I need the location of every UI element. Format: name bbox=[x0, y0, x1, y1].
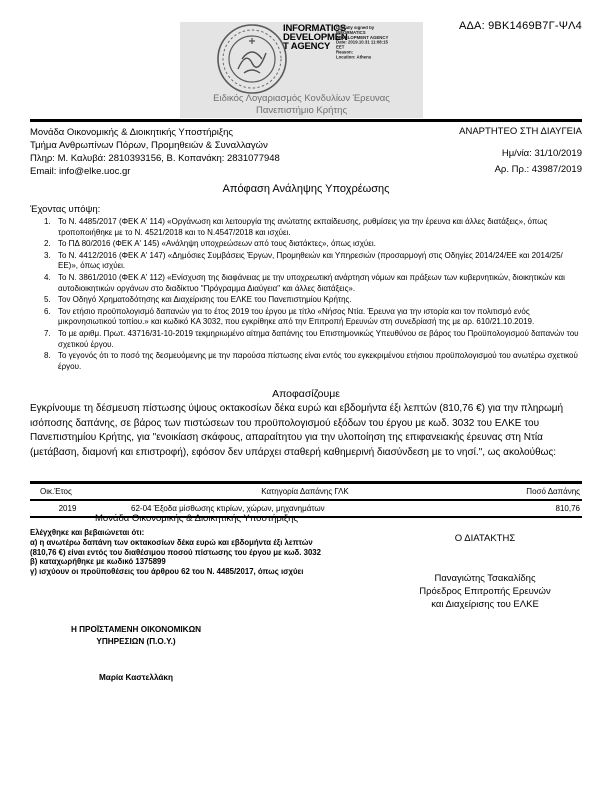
consideration-item bbox=[44, 351, 582, 372]
cell-fiscal-year: 2019 bbox=[58, 504, 77, 513]
consideration-number: 8. bbox=[44, 351, 51, 361]
decision-paragraph: Εγκρίνουμε τη δέσμευση πίστωσης ύψους οκτακοσίων δέκα ευρώ και εβδομήντα έξι λεπτών (810,76 €) για την πληρωμή ισόποσης δαπάνης, σε βάρος των πιστώσεων του προϋπολογισμού εξόδων του έργου με κωδ. 3032 του ΕΛΚΕ του Πανεπιστημίου Κρήτης, για "ενοικίαση σκάφους, απαραίτητου για την υλοποίηση της επιφανειακής έρευνας στη Ντία (μετάβαση, διαμονή και επιστροφή), εφόσον δεν υπάρχει σταθερή καθημερινή διασύνδεση με το νησί.", ως ακολούθως: bbox=[30, 403, 564, 458]
cfo-title-line2: ΥΠΗΡΕΣΙΩΝ (Π.Ο.Υ.) bbox=[96, 636, 176, 646]
digital-signature-stamp bbox=[180, 22, 423, 118]
cell-expense-category: 62-04 Έξοδα μίσθωσης κτιρίων, χώρων, μηχανημάτων bbox=[131, 504, 325, 513]
document-title: Απόφαση Ανάληψης Υποχρέωσης bbox=[222, 183, 390, 195]
consideration-number: 7. bbox=[44, 328, 51, 338]
consideration-item bbox=[44, 307, 582, 328]
consideration-number: 2. bbox=[44, 239, 51, 249]
department-line: Τμήμα Ανθρωπίνων Πόρων, Προμηθειών & Συναλλαγών bbox=[30, 140, 268, 151]
consideration-number: 3. bbox=[44, 250, 51, 260]
signing-agency-text: INFORMATICS DEVELOPMEN T AGENCY bbox=[283, 23, 348, 52]
header-expense-category: Κατηγορία Δαπάνης ΓΛΚ bbox=[261, 487, 349, 496]
consideration-text: Το γεγονός ότι το ποσό της δεσμευόμενης με την παρούσα πίστωσης είναι εντός του εγκεκριμένου ετήσιου προϋπολογισμού του ανωτέρω σχετικού έργου. bbox=[58, 351, 578, 371]
consideration-item bbox=[44, 295, 582, 306]
unit-name-line: Μονάδα Οικονομικής & Διοικητικής Υποστήριξης bbox=[30, 127, 233, 138]
officer-title: Ο ΔΙΑΤΑΚΤΗΣ bbox=[454, 533, 516, 544]
email-line: Email: info@elke.uoc.gr bbox=[30, 166, 131, 177]
consideration-text: Τον Οδηγό Χρηματοδότησης και Διαχείρισης του ΕΛΚΕ του Πανεπιστημίου Κρήτης. bbox=[58, 295, 352, 305]
verification-item-c: γ) ισχύουν οι προϋποθέσεις του άρθρου 62 του Ν. 4485/2017, όπως ισχύει bbox=[30, 567, 304, 577]
consideration-number: 4. bbox=[44, 272, 51, 282]
consideration-number: 1. bbox=[44, 217, 51, 226]
posted-diavgeia-label: ΑΝΑΡΤΗΤΕΟ ΣΤΗ ΔΙΑΥΓΕΙΑ bbox=[459, 126, 582, 137]
ada-code: ΑΔΑ: 9ΒΚ1469Β7Γ-ΨΛ4 bbox=[458, 20, 582, 32]
signature-details-text: Digitally signed by INFORMATICS DEVELOPMENT AGENCY Date: 2019.10.31 11:08:15 EET Reason: Location: Athens bbox=[336, 26, 389, 60]
consideration-text: Το με αριθμ. Πρωτ. 43716/31-10-2019 τεκμηριωμένο αίτημα δαπάνης του Επιστημονικώς Υπευθύνου σε βάρος του Προϋπολογισμού δαπανών του σχετικού έργου. bbox=[58, 328, 579, 349]
consideration-number: 5. bbox=[44, 295, 51, 305]
decision-heading: Αποφασίζουμε bbox=[272, 388, 340, 400]
consideration-number: 6. bbox=[44, 306, 51, 316]
consideration-text: Τον ετήσιο προϋπολογισμό δαπανών για το έτος 2019 του έργου με τίτλο «Νήσος Ντία. Έρευνα για την ιστορία και τον πολιτισμό ενός μικρονησιωτικού τοπίου.» και κωδικό ΚΑ 3032, που εγκρίθηκε από την Επιτροπή Ερευνών στη συνεδρίασή της με αρ. 610/21.10.2019. bbox=[58, 306, 535, 327]
verification-block bbox=[30, 528, 324, 577]
organization-name bbox=[180, 93, 423, 117]
consideration-item bbox=[44, 217, 582, 238]
consideration-text: Το Ν. 4485/2017 (ΦΕΚ Α' 114) «Οργάνωση και λειτουργία της ανώτατης εκπαίδευσης, ρυθμίσεις για την έρευνα και άλλες διατάξεις», όπως τροποποιήθηκε με το Ν. 4521/2018 και το Ν.4547/2018 και ισχύει. bbox=[58, 217, 548, 237]
org-name-line1: Ειδικός Λογαριασμός Κονδυλίων Έρευνας bbox=[213, 93, 390, 104]
university-seal-icon bbox=[216, 23, 288, 95]
consideration-text: Το ΠΔ 80/2016 (ΦΕΚ Α' 145) «Ανάληψη υποχρεώσεων από τους διατάκτες», όπως ισχύει. bbox=[58, 239, 376, 249]
support-unit-label: Μονάδα Οικονομικής & Διοικητικής Υποστήριξης bbox=[95, 513, 298, 524]
header-expense-amount: Ποσό Δαπάνης bbox=[526, 487, 580, 496]
contact-block bbox=[30, 126, 280, 178]
officer-name: Παναγιώτης Τσακαλίδης bbox=[434, 573, 536, 584]
consideration-item bbox=[44, 239, 582, 250]
consideration-text: Το Ν. 4412/2016 (ΦΕΚ Α' 147) «Δημόσιες Συμβάσεις Έργων, Προμηθειών και Υπηρεσιών (προσαρμογή στις Οδηγίες 2014/24/ΕΕ και 2014/25/ΕΕ)», όπως ισχύει. bbox=[58, 250, 563, 271]
consideration-item bbox=[44, 273, 582, 294]
officer-role-line2: και Διαχείρισης του ΕΛΚΕ bbox=[431, 599, 539, 610]
considerations-list bbox=[44, 217, 582, 373]
contact-persons-line: Πληρ: Μ. Καλυβά: 2810393156, Β. Κοπανάκη: 2831077948 bbox=[30, 153, 280, 164]
consideration-text: Το Ν. 3861/2010 (ΦΕΚ Α' 112) «Ενίσχυση της διαφάνειας με την υποχρεωτική ανάρτηση νόμων και πράξεων των κυβερνητικών, διοικητικών και αυτοδιοικητικών οργάνων στο διαδίκτυο "Πρόγραμμα Διαύγεια" και άλλες διατάξεις». bbox=[58, 272, 565, 293]
preamble-label: Έχοντας υπόψη: bbox=[30, 204, 101, 215]
protocol-number: Αρ. Πρ.: 43987/2019 bbox=[494, 164, 582, 175]
cell-expense-amount: 810,76 bbox=[555, 504, 580, 513]
verification-intro: Ελέγχθηκε και βεβαιώνεται ότι: bbox=[30, 528, 145, 537]
cfo-title-line1: Η ΠΡΟΪΣΤΑΜΕΝΗ ΟΙΚΟΝΟΜΙΚΩΝ bbox=[70, 625, 202, 634]
verification-item-b: β) καταχωρήθηκε με κωδικό 1375899 bbox=[30, 557, 166, 567]
cfo-name: Μαρία Καστελλάκη bbox=[98, 673, 173, 682]
consideration-item bbox=[44, 251, 582, 272]
header-fiscal-year: Οικ.Έτος bbox=[40, 487, 72, 496]
ordering-officer-signature bbox=[385, 532, 585, 611]
consideration-item bbox=[44, 329, 582, 350]
document-date: Ημ/νία: 31/10/2019 bbox=[501, 148, 582, 159]
officer-role-line1: Πρόεδρος Επιτροπής Ερευνών bbox=[419, 586, 551, 597]
document-meta-block bbox=[459, 126, 582, 175]
verification-item-a: α) η ανωτέρω δαπάνη των οκτακοσίων δέκα ευρώ και εβδομήντα έξι λεπτών (810,76 €) είναι εντός του διαθέσιμου ποσού πίστωσης του έργου με κωδ. 3032 bbox=[30, 537, 321, 557]
cfo-signature bbox=[38, 624, 234, 684]
table-header-row bbox=[30, 484, 582, 501]
header-divider bbox=[30, 119, 582, 122]
org-name-line2: Πανεπιστήμιο Κρήτης bbox=[255, 105, 348, 116]
